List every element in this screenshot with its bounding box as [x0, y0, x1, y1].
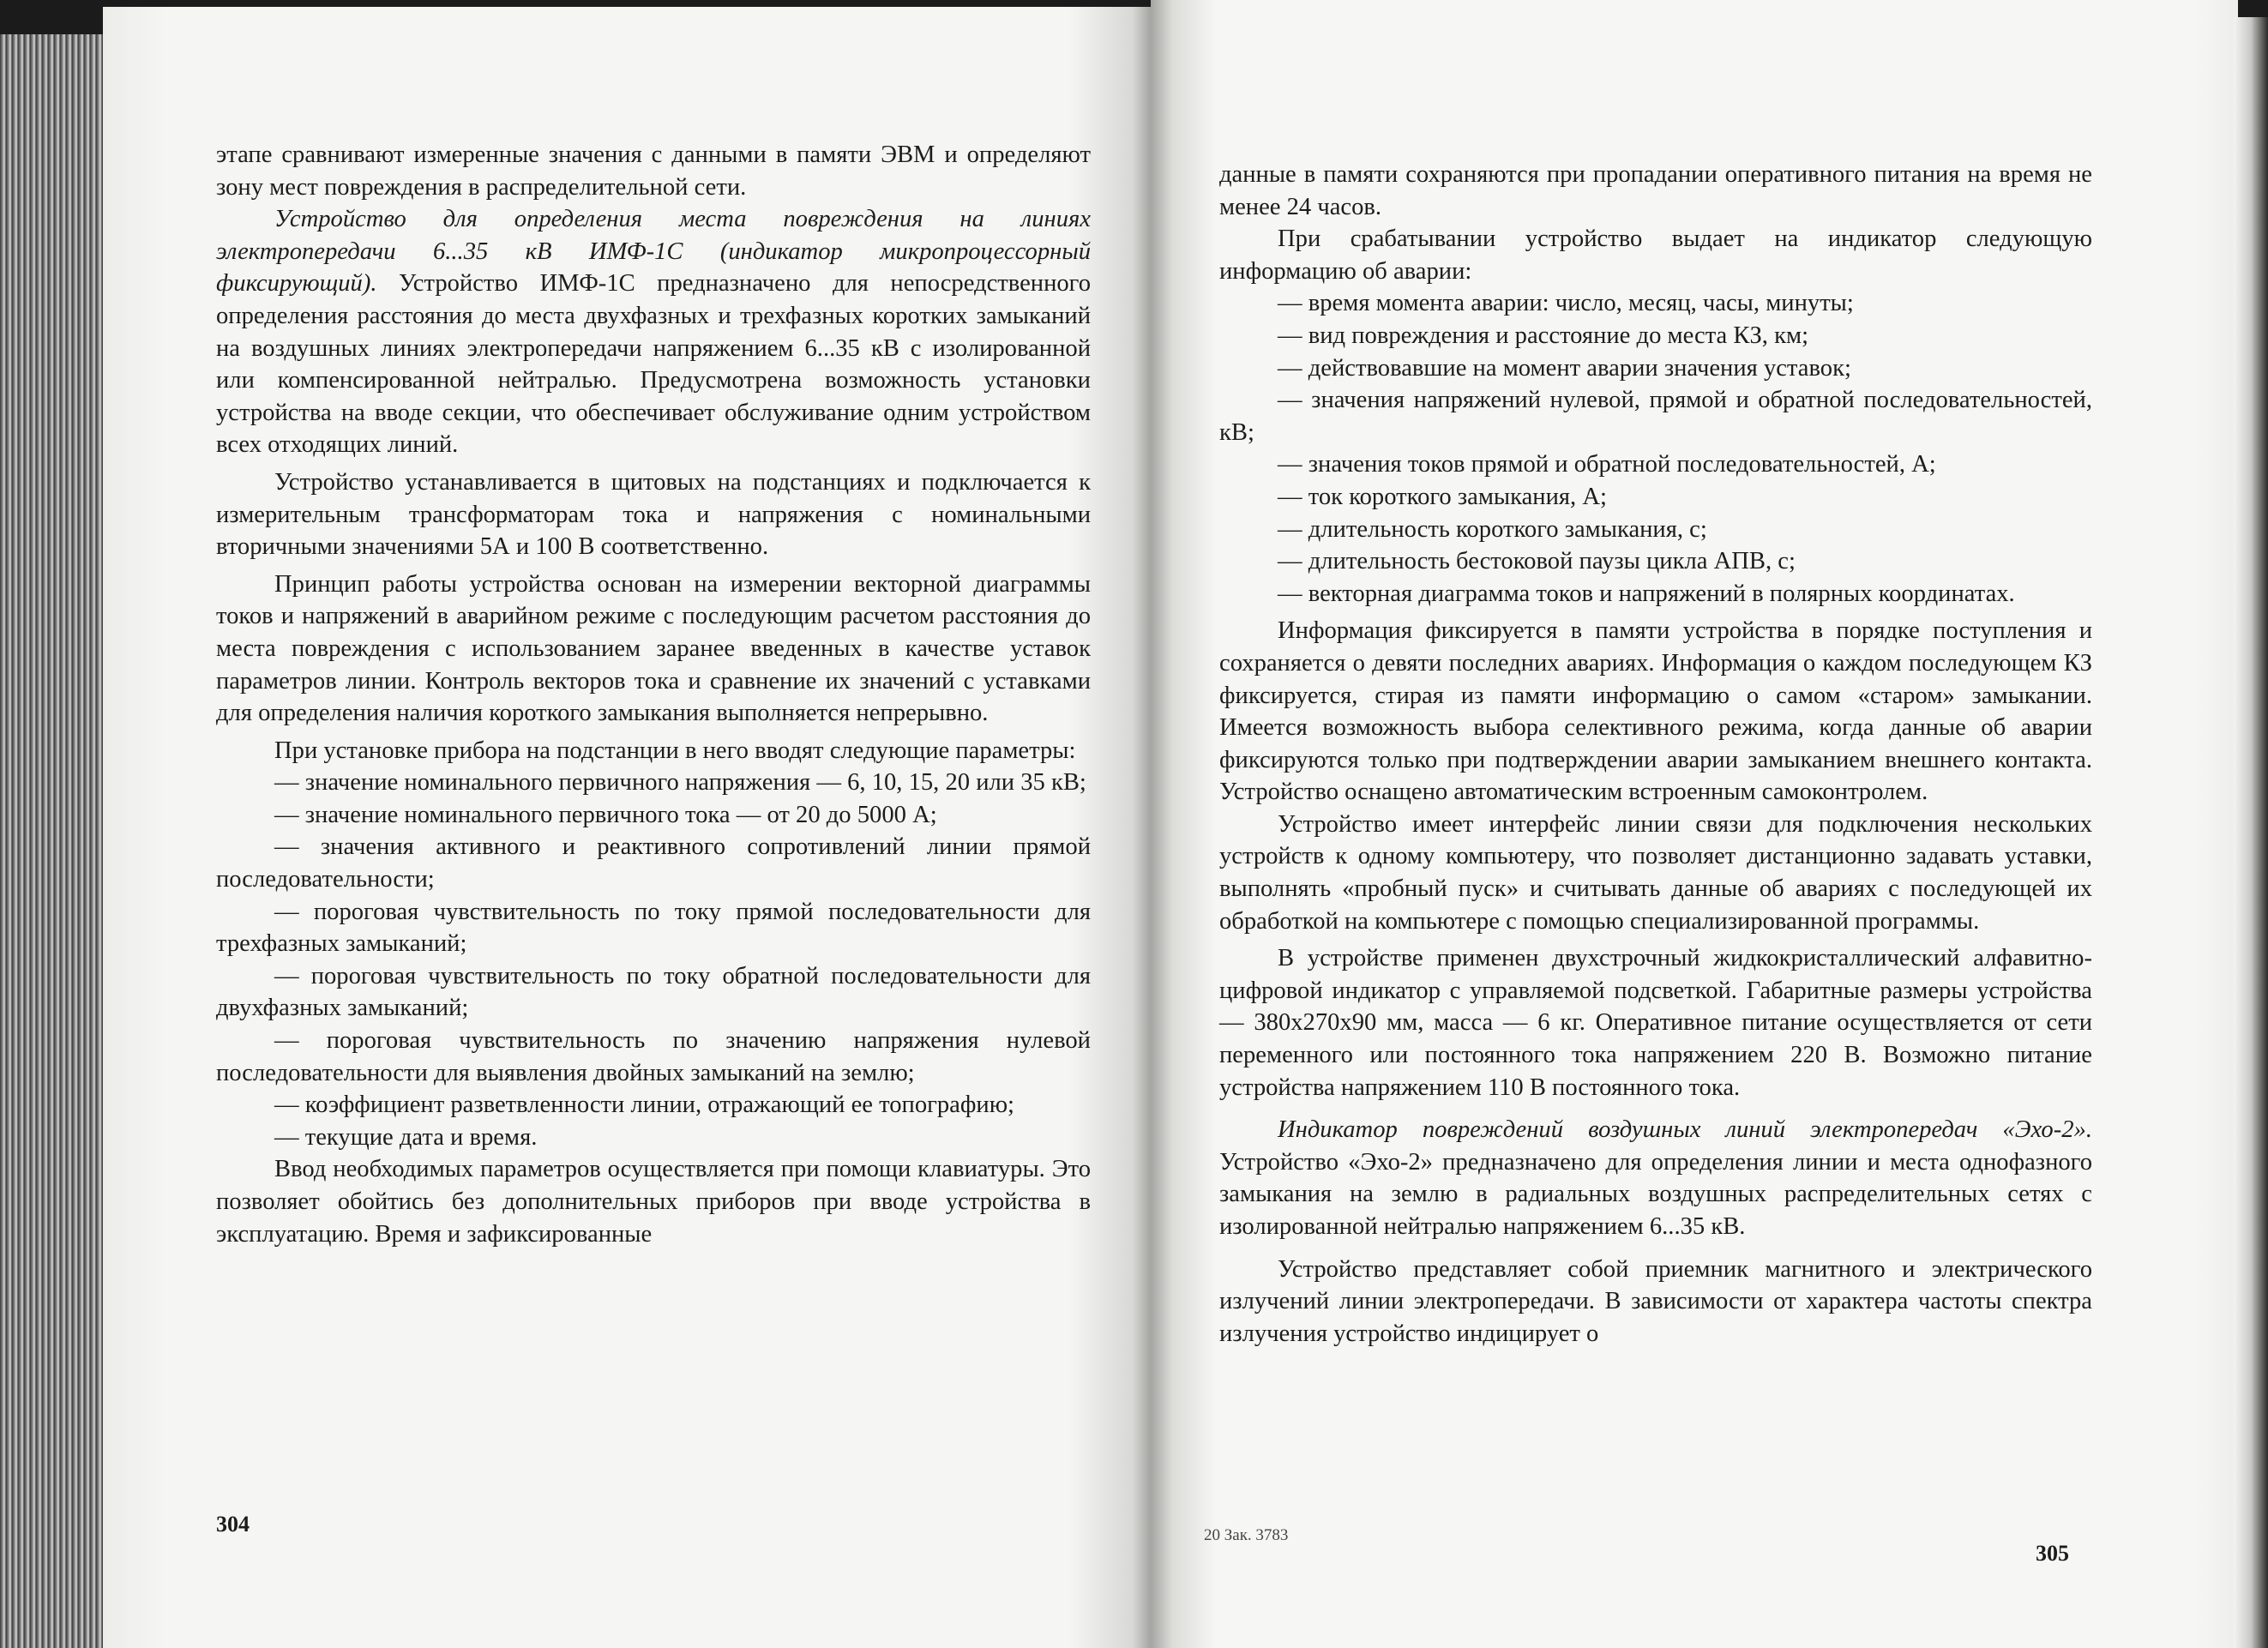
paragraph: Ввод необходимых параметров осуществляется при помощи клавиатуры. Это позволяет обойтись без дополнительных приборов при вводе устройства в эксплуатацию. Время и зафиксированные: [216, 1156, 1091, 1248]
paragraph: Устройство имеет интерфейс линии связи для подключения нескольких устройств к одному компьютеру, что позволяет дистанционно задавать уставки, выполнять «пробный пуск» и считывать данные об авариях с последующей их обработкой на компьютере с помощью специализированной программы.: [1219, 810, 2092, 935]
list-item: — значение номинального первичного тока — от 20 до 5000 А;: [274, 801, 937, 828]
paragraph: [1219, 1114, 2092, 1242]
left-page-edges: [0, 34, 103, 1648]
device-heading: Устройство для определения места повреждения на линиях электропередачи 6...35 кВ ИМФ-1С (индикатор микропроцессорный фиксирующий).: [216, 206, 1091, 298]
list-item: — ток короткого замыкания, А;: [1278, 483, 1607, 510]
list-item: — действовавшие на момент аварии значения уставок;: [1278, 354, 1851, 382]
list-item: — значения токов прямой и обратной последовательностей, А;: [1278, 451, 1936, 478]
paragraph: При установке прибора на подстанции в него вводят следующие параметры:: [274, 737, 1076, 764]
list-item: — текущие дата и время.: [274, 1123, 538, 1151]
paragraph: [216, 203, 1091, 461]
paragraph: Принцип работы устройства основан на измерении векторной диаграммы токов и напряжений в аварийном режиме с последующим расчетом расстояния до места повреждения с использованием заранее введенных в качестве уставок параметров линии. Контроль векторов тока и сравнение их значений с уставками для определения наличия короткого замыкания выполняется непрерывно.: [216, 570, 1091, 727]
device-heading: Индикатор повреждений воздушных линий электропередач «Эхо-2».: [1278, 1116, 2092, 1144]
paragraph-text: Устройство «Эхо-2» предназначено для определения линии и места однофазного замыкания на землю в радиальных воздушных распределительных сетях с изолированной нейтралью напряжением 6...35 кВ.: [1219, 1148, 2092, 1240]
paragraph: данные в памяти сохраняются при пропадании оперативного питания на время не менее 24 часов.: [1219, 161, 2092, 220]
list-item: — значения активного и реактивного сопротивлений линии прямой последовательности;: [216, 833, 1091, 893]
paragraph: В устройстве применен двухстрочный жидкокристаллический алфавитно-цифровой индикатор с управляемой подсветкой. Габаритные размеры устройства — 380x270x90 мм, масса — 6 кг. Оперативное питание осуществляется от сети переменного или постоянного тока напряжением 220 В. Возможно питание устройства напряжением 110 В постоянного тока.: [1219, 945, 2092, 1101]
right-page-text: [1219, 159, 2092, 1350]
right-page-edges: [2234, 17, 2268, 1648]
paragraph: этапе сравнивают измеренные значения с данными в памяти ЭВМ и определяют зону мест повреждения в распределительной сети.: [216, 141, 1091, 201]
page-number-right: 305: [2036, 1541, 2069, 1566]
list-item: — коэффициент разветвленности линии, отражающий ее топографию;: [274, 1092, 1015, 1119]
list-item: — длительность бестоковой паузы цикла АПВ, с;: [1278, 548, 1796, 575]
list-item: — векторная диаграмма токов и напряжений в полярных координатах.: [1278, 580, 2015, 607]
list-item: — время момента аварии: число, месяц, часы, минуты;: [1278, 290, 1854, 317]
paragraph: При срабатывании устройство выдает на индикатор следующую информацию об аварии:: [1219, 226, 2092, 285]
list-item: — значение номинального первичного напряжения — 6, 10, 15, 20 или 35 кВ;: [274, 769, 1086, 797]
list-item: — пороговая чувствительность по току прямой последовательности для трехфазных замыканий;: [216, 898, 1091, 958]
paragraph: Информация фиксируется в памяти устройства в порядке поступления и сохраняется о девяти последних авариях. Информация о каждом последующем КЗ фиксируется, стирая из памяти информацию о самом «старом» замыкании. Имеется возможность выбора селективного режима, когда данные об аварии фиксируются только при подтверждении аварии замыканием внешнего контакта. Устройство оснащено автоматическим встроенным самоконтролем.: [1219, 617, 2092, 806]
page-number-left: 304: [216, 1512, 250, 1537]
paragraph-text: Устройство ИМФ-1С предназначено для непосредственного определения расстояния до места двухфазных и трехфазных коротких замыканий на воздушных линиях электропередачи напряжением 6...35 кВ с изолированной или компенсированной нейтралью. Предусмотрена возможность установки устройства на вводе секции, что обеспечивает обслуживание одним устройством всех отходящих линий.: [216, 270, 1091, 459]
list-item: — длительность короткого замыкания, с;: [1278, 515, 1707, 543]
left-page-text: [216, 139, 1091, 1250]
paragraph: Устройство представляет собой приемник магнитного и электрического излучений линии электропередачи. В зависимости от характера частоты спектра излучения устройство индицирует о: [1219, 1255, 2092, 1347]
list-item: — пороговая чувствительность по току обратной последовательности для двухфазных замыканий;: [216, 962, 1091, 1022]
list-item: — вид повреждения и расстояние до места КЗ, км;: [1278, 322, 1809, 349]
print-signature: 20 Зак. 3783: [1204, 1526, 1289, 1544]
paragraph: Устройство устанавливается в щитовых на подстанциях и подключается к измерительным трансформаторам тока и напряжения с номинальными вторичными значениями 5А и 100 В соответственно.: [216, 468, 1091, 561]
list-item: — пороговая чувствительность по значению напряжения нулевой последовательности для выявления двойных замыканий на землю;: [216, 1027, 1091, 1086]
list-item: — значения напряжений нулевой, прямой и обратной последовательностей, кВ;: [1219, 387, 2092, 446]
